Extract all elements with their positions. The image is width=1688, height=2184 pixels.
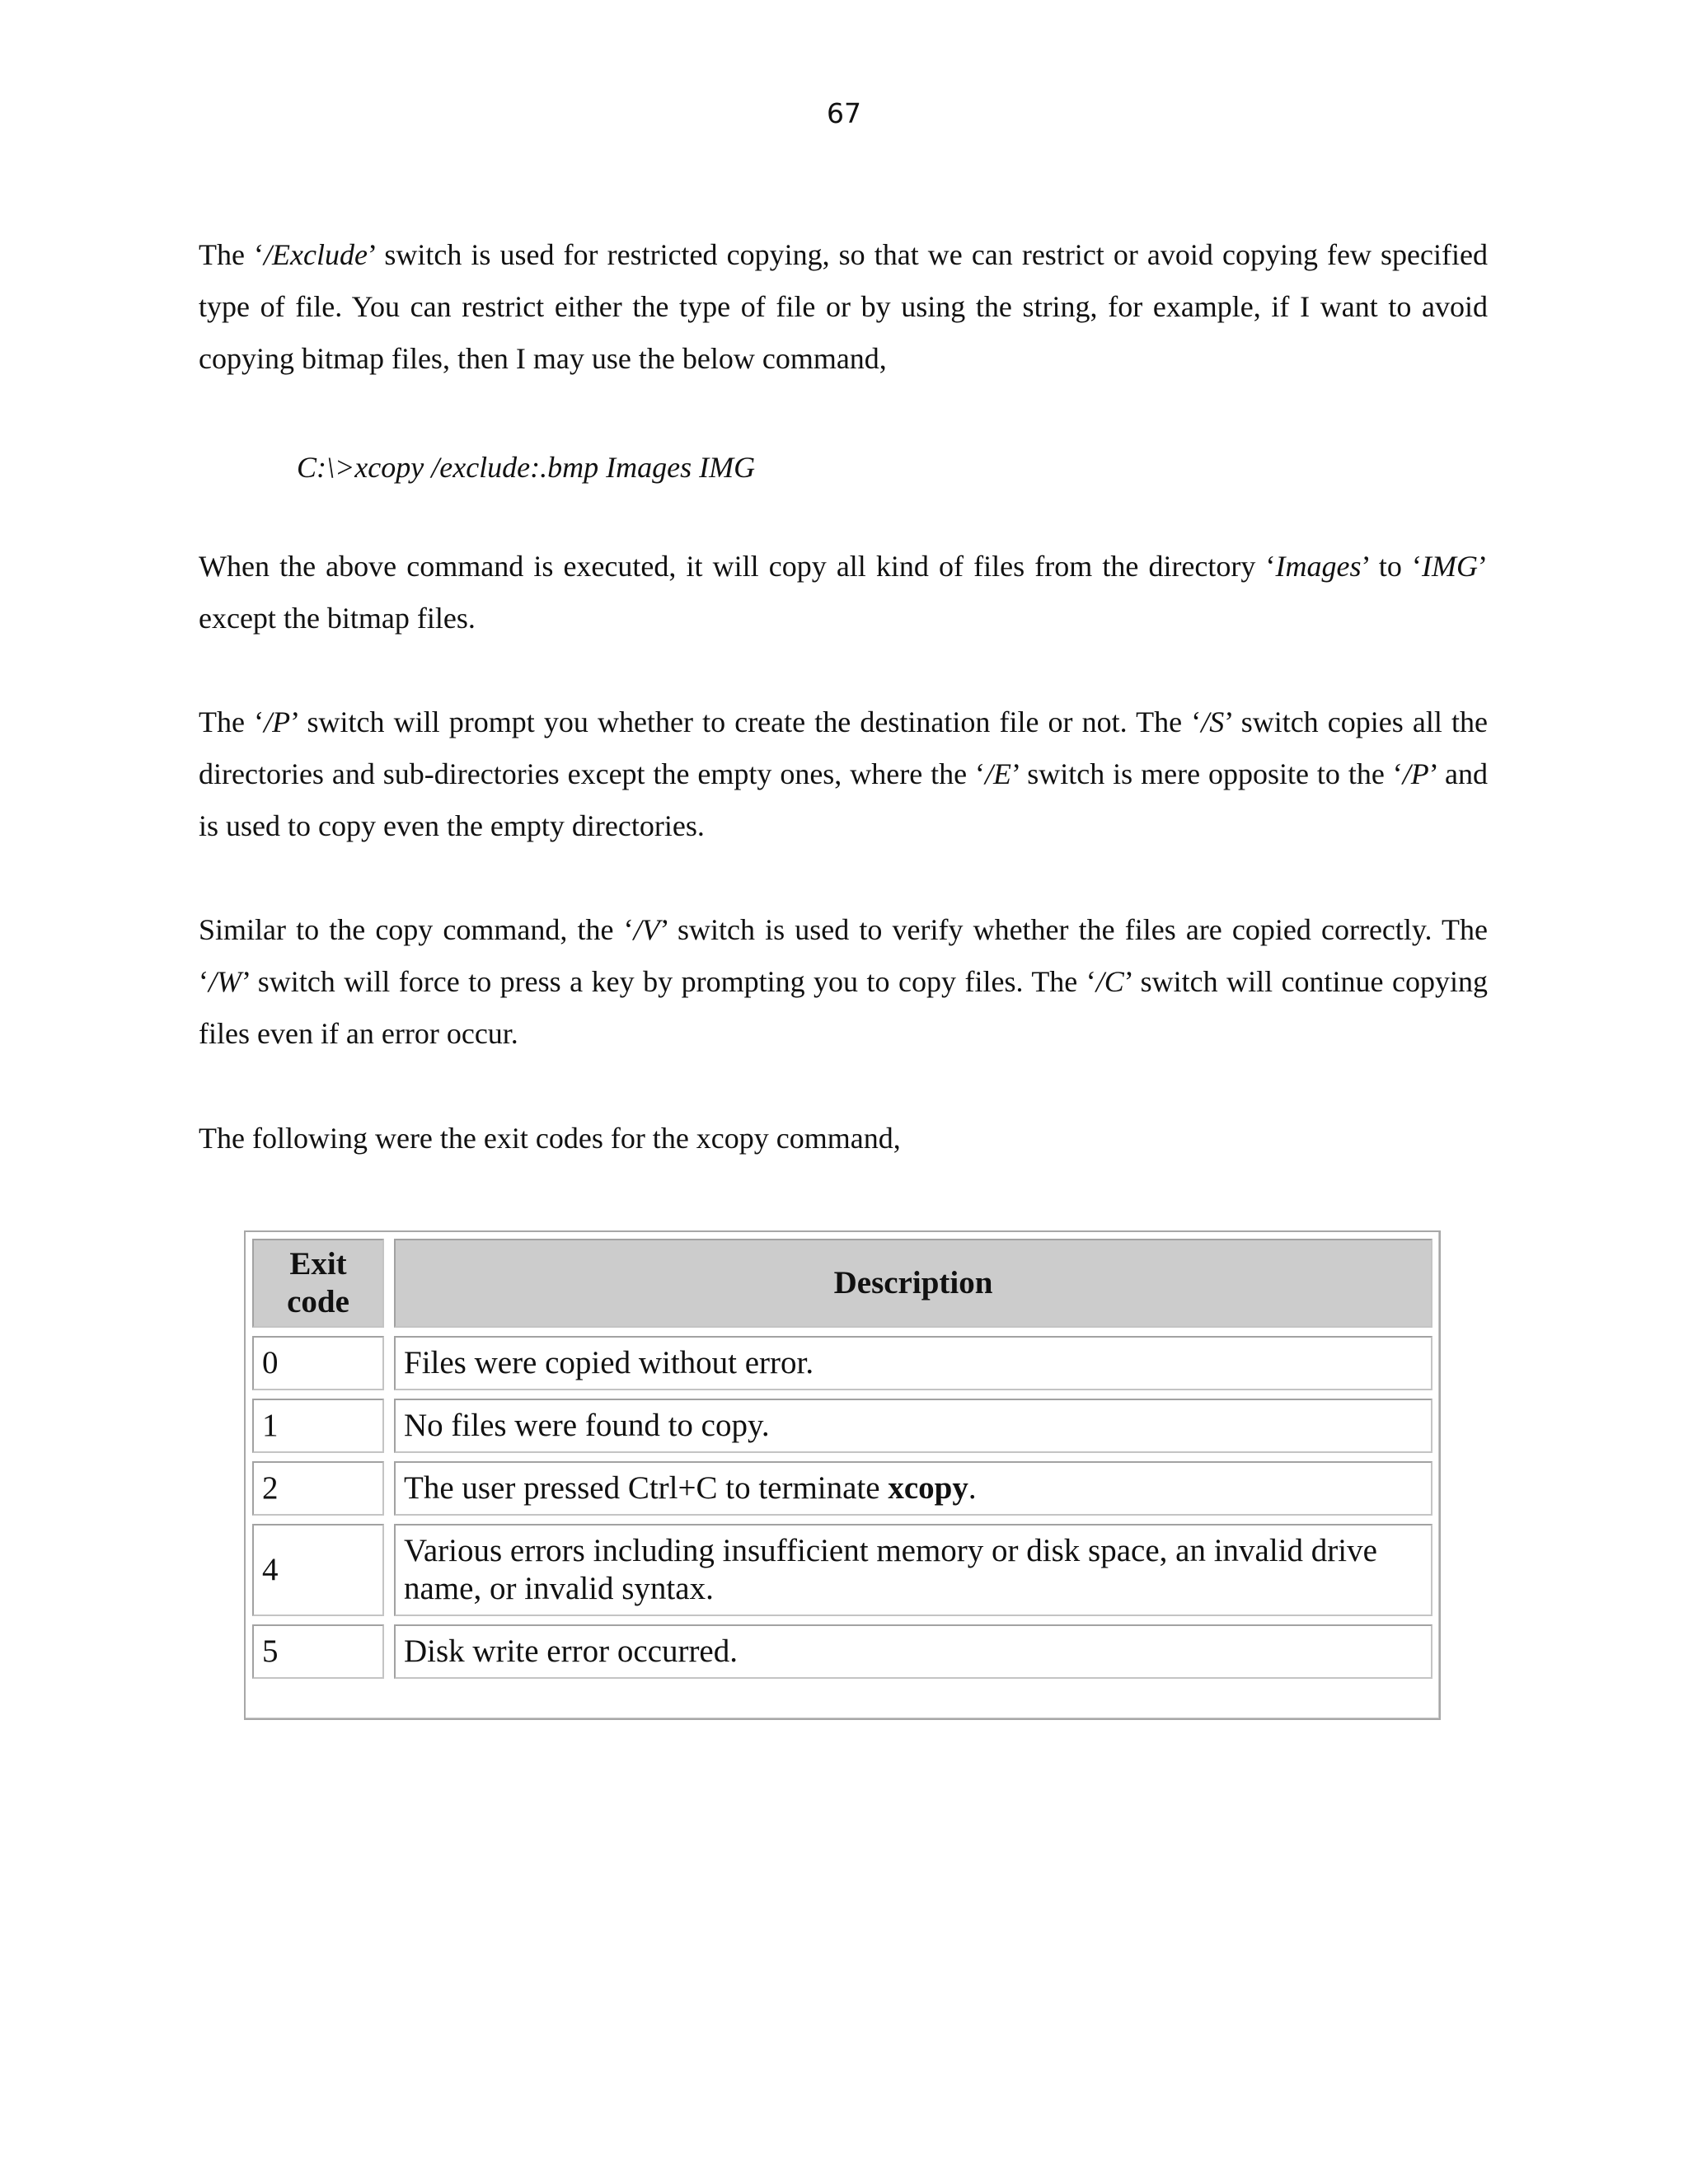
exit-codes-table: [252, 1239, 1432, 1679]
description-cell: Files were copied without error.: [394, 1336, 1432, 1390]
exit-code-cell: 5: [252, 1624, 384, 1679]
header-exit-code: Exit code: [252, 1239, 384, 1328]
table-row: [252, 1399, 1432, 1453]
exit-code-cell: 4: [252, 1524, 384, 1616]
exit-code-cell: 2: [252, 1461, 384, 1516]
page-number: 67: [827, 97, 861, 129]
table-row: [252, 1336, 1432, 1390]
exit-codes-table-frame: [244, 1230, 1441, 1720]
example-command: C:\>xcopy /exclude:.bmp Images IMG: [297, 451, 756, 484]
exit-code-cell: 1: [252, 1399, 384, 1453]
description-cell: No files were found to copy.: [394, 1399, 1432, 1453]
table-row: [252, 1524, 1432, 1616]
paragraph-command-result: When the above command is executed, it will copy all kind of files from the directory ‘Images’ to ‘IMG’ except the bitmap files.: [199, 550, 1488, 635]
paragraph-exclude-switch: The ‘/Exclude’ switch is used for restricted copying, so that we can restrict or avoid copying few specified type of file. You can restrict either the type of file or by using the string, for example, if I want to avoid copying bitmap files, then I may use the below command,: [199, 238, 1488, 375]
table-header-row: [252, 1239, 1432, 1328]
table-row: [252, 1461, 1432, 1516]
header-description: Description: [394, 1239, 1432, 1328]
exit-code-cell: 0: [252, 1336, 384, 1390]
paragraph-v-w-c-switches: Similar to the copy command, the ‘/V’ switch is used to verify whether the files are copied correctly. The ‘/W’ switch will force to press a key by prompting you to copy files. The ‘/C’ switch will continue copying files even if an error occur.: [199, 913, 1488, 1050]
description-cell: Various errors including insufficient memory or disk space, an invalid drive name, or invalid syntax.: [394, 1524, 1432, 1616]
description-cell: Disk write error occurred.: [394, 1624, 1432, 1679]
description-cell: The user pressed Ctrl+C to terminate xcopy.: [394, 1461, 1432, 1516]
xcopy-bold-text: xcopy: [888, 1470, 968, 1506]
paragraph-exit-codes-intro: The following were the exit codes for the xcopy command,: [199, 1122, 901, 1155]
table-row: [252, 1624, 1432, 1679]
paragraph-p-s-e-switches: The ‘/P’ switch will prompt you whether to create the destination file or not. The ‘/S’ switch copies all the directories and sub-directories except the empty ones, where the ‘/E’ switch is mere opposite to the ‘/P’ and is used to copy even the empty directories.: [199, 705, 1488, 842]
